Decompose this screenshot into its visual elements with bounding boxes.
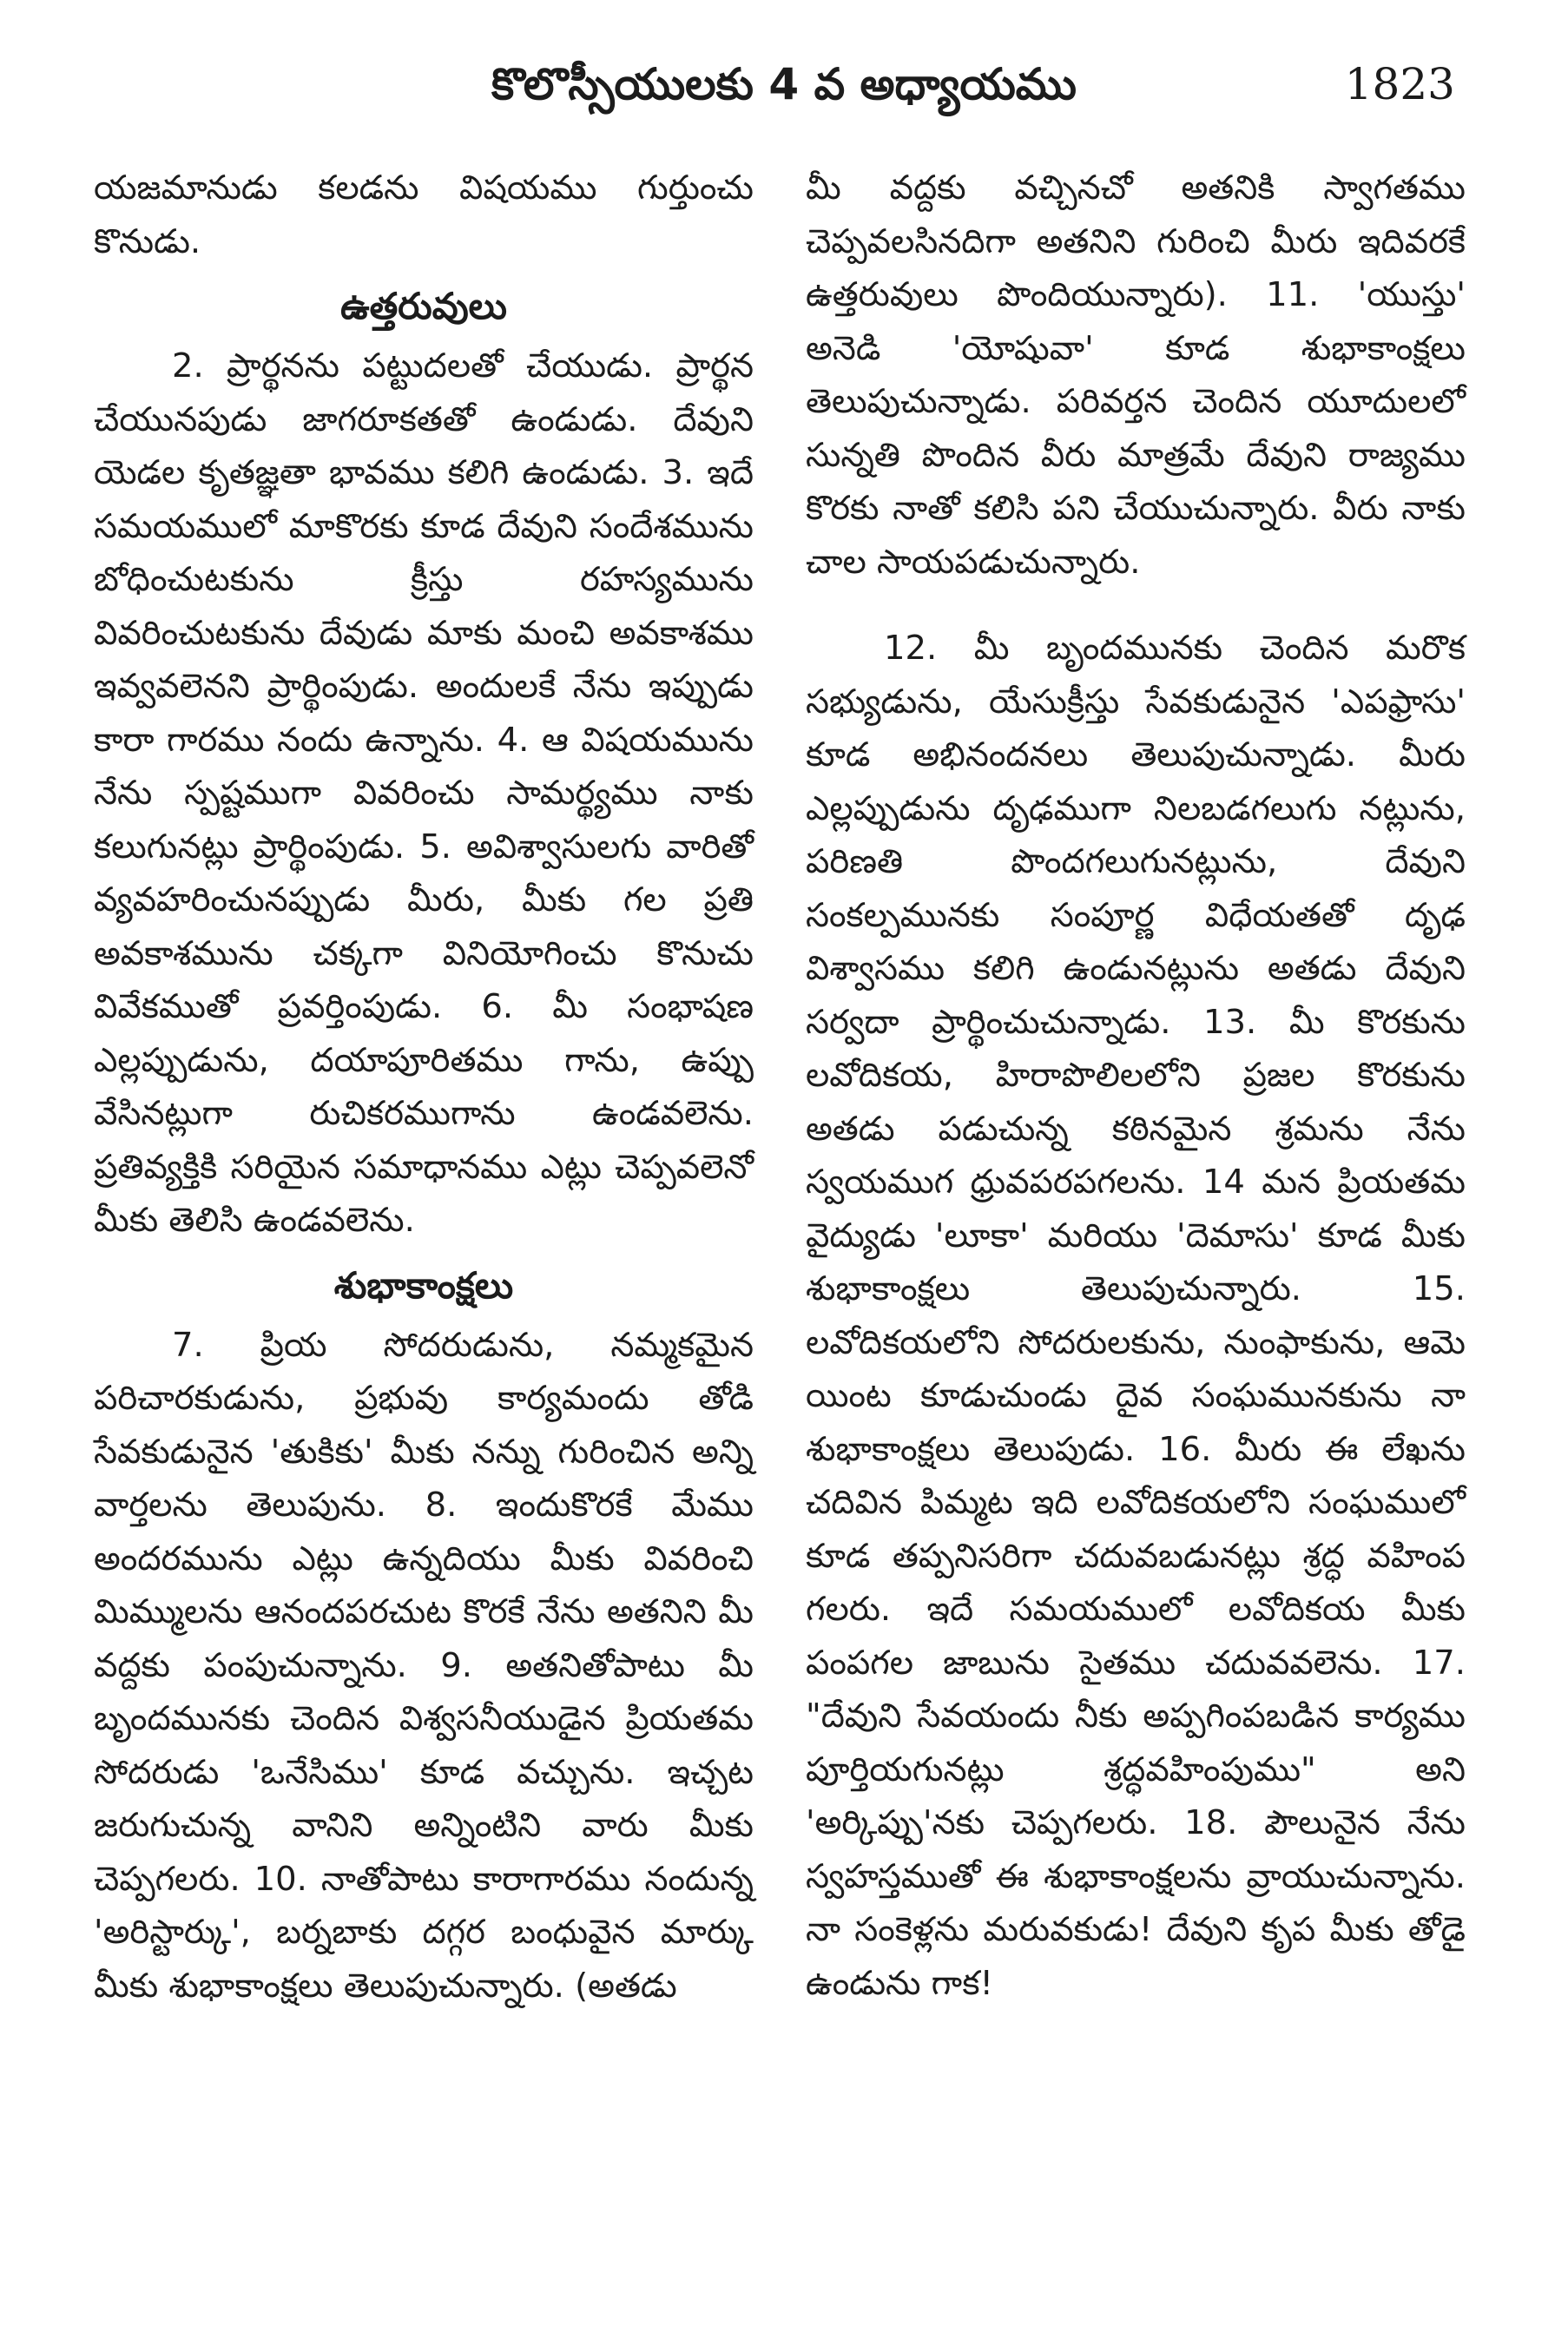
right-column bbox=[806, 161, 1466, 2010]
paragraph: యజమానుడు కలడను విషయము గుర్తుంచు కొనుడు. bbox=[94, 168, 754, 261]
paragraph-gap bbox=[806, 589, 1466, 622]
section-heading: ఉత్తరువులు bbox=[340, 285, 507, 327]
paragraph: మీ వద్దకు వచ్చినచో అతనికి స్వాగతము చెప్పవలసినదిగా అతనిని గురించి మీరు ఇదివరకే ఉత్తరువులు పొందియున్నారు). 11. 'యుస్తు' అనెడి 'యోషువా' కూడ శుభాకాంక్షలు తెలుపుచున్నాడు. పరివర్తన చెందిన యూదులలో సున్నతి పొందిన వీరు మాత్రమే దేవుని రాజ్యము కొరకు నాతో కలిసి పని చేయుచున్నారు. వీరు నాకు చాల సాయపడుచున్నారు. bbox=[806, 168, 1466, 582]
paragraph: 7. ప్రియ సోదరుడును, నమ్మకమైన పరిచారకుడును, ప్రభువు కార్యమందు తోడి సేవకుడునైన 'తుకికు' మీకు నన్ను గురించిన అన్ని వార్తలను తెలుపును. 8. ఇందుకొరకే మేము అందరమును ఎట్లు ఉన్నదియు మీకు వివరించి మిమ్ములను ఆనందపరచుట కొరకే నేను అతనిని మీ వద్దకు పంపుచున్నాను. 9. అతనితోపాటు మీ బృందమునకు చెందిన విశ్వసనీయుడైన ప్రియతమ సోదరుడు 'ఒనేసిము' కూడ వచ్చును. ఇచ్చట జరుగుచున్న వానిని అన్నింటిని వారు మీకు చెప్పగలరు. 10. నాతోపాటు కారాగారము నందున్న 'అరిస్టార్కు', బర్నబాకు దగ్గర బంధువైన మార్కు మీకు శుభాకాంక్షలు తెలుపుచున్నారు. (అతడు bbox=[94, 1325, 754, 2006]
page-header bbox=[113, 45, 1455, 123]
page-number: 1823 bbox=[1344, 59, 1455, 109]
paragraph: 2. ప్రార్థనను పట్టుదలతో చేయుడు. ప్రార్థన చేయునపుడు జాగరూకతతో ఉండుడు. దేవుని యెడల కృతజ్ఞతా భావము కలిగి ఉండుడు. 3. ఇదే సమయములో మాకొరకు కూడ దేవుని సందేశమును బోధించుటకును క్రీస్తు రహస్యమును వివరించుటకును దేవుడు మాకు మంచి అవకాశము ఇవ్వవలెనని ప్రార్థింపుడు. అందులకే నేను ఇప్పుడు కారా గారము నందు ఉన్నాను. 4. ఆ విషయమును నేను స్పష్టముగా వివరించు సామర్థ్యము నాకు కలుగునట్లు ప్రార్థింపుడు. 5. అవిశ్వాసులగు వారితో వ్యవహరించునప్పుడు మీరు, మీకు గల ప్రతి అవకాశమును చక్కగా వినియోగించు కొనుచు వివేకముతో ప్రవర్తింపుడు. 6. మీ సంభాషణ ఎల్లప్పుడును, దయాపూరితము గాను, ఉప్పు వేసినట్లుగా రుచికరముగాను ఉండవలెను. ప్రతివ్యక్తికి సరియైన సమాధానము ఎట్లు చెప్పవలెనో మీకు తెలిసి ఉండవలెను. bbox=[94, 346, 754, 1240]
chapter-title: కొలొస్సీయులకు 4 వ అధ్యాయము bbox=[491, 59, 1077, 109]
section-heading: శుభాకాంక్షలు bbox=[333, 1263, 514, 1307]
paragraph: 12. మీ బృందమునకు చెందిన మరొక సభ్యుడును, యేసుక్రీస్తు సేవకుడునైన 'ఎపఫ్రాసు' కూడ అభినందనలు తెలుపుచున్నాడు. మీరు ఎల్లప్పుడును దృఢముగా నిలబడగలుగు నట్లును, పరిణతి పొందగలుగునట్లును, దేవుని సంకల్పమునకు సంపూర్ణ విధేయతతో దృఢ విశ్వాసము కలిగి ఉండునట్లును అతడు దేవుని సర్వదా ప్రార్థించుచున్నాడు. 13. మీ కొరకును లవోదికయ, హిరాపొలిలలోని ప్రజల కొరకును అతడు పడుచున్న కఠినమైన శ్రమను నేను స్వయముగ ధ్రువపరపగలను. 14 మన ప్రియతమ వైద్యుడు 'లూకా' మరియు 'దెమాసు' కూడ మీకు శుభాకాంక్షలు తెలుపుచున్నారు. 15. లవోదికయలోని సోదరులకును, నుంఫాకును, ఆమె యింట కూడుచుండు దైవ సంఘమునకును నా శుభాకాంక్షలు తెలుపుడు. 16. మీరు ఈ లేఖను చదివిన పిమ్మట ఇది లవోదికయలోని సంఘములో కూడ తప్పనిసరిగా చదువబడునట్లు శ్రద్ధ వహింప గలరు. ఇదే సమయములో లవోదికయ మీకు పంపగల జాబును సైతము చదువవలెను. 17. "దేవుని సేవయందు నీకు అప్పగింపబడిన కార్యము పూర్తియగునట్లు శ్రద్ధవహింపుము" అని 'అర్కిప్పు'నకు చెప్పగలరు. 18. పౌలునైన నేను స్వహస్తముతో ఈ శుభాకాంక్షలను వ్రాయుచున్నాను. నా సంకెళ్లను మరువకుడు! దేవుని కృప మీకు తోడై ఉండును గాక! bbox=[806, 629, 1466, 2003]
left-column bbox=[94, 161, 754, 2013]
